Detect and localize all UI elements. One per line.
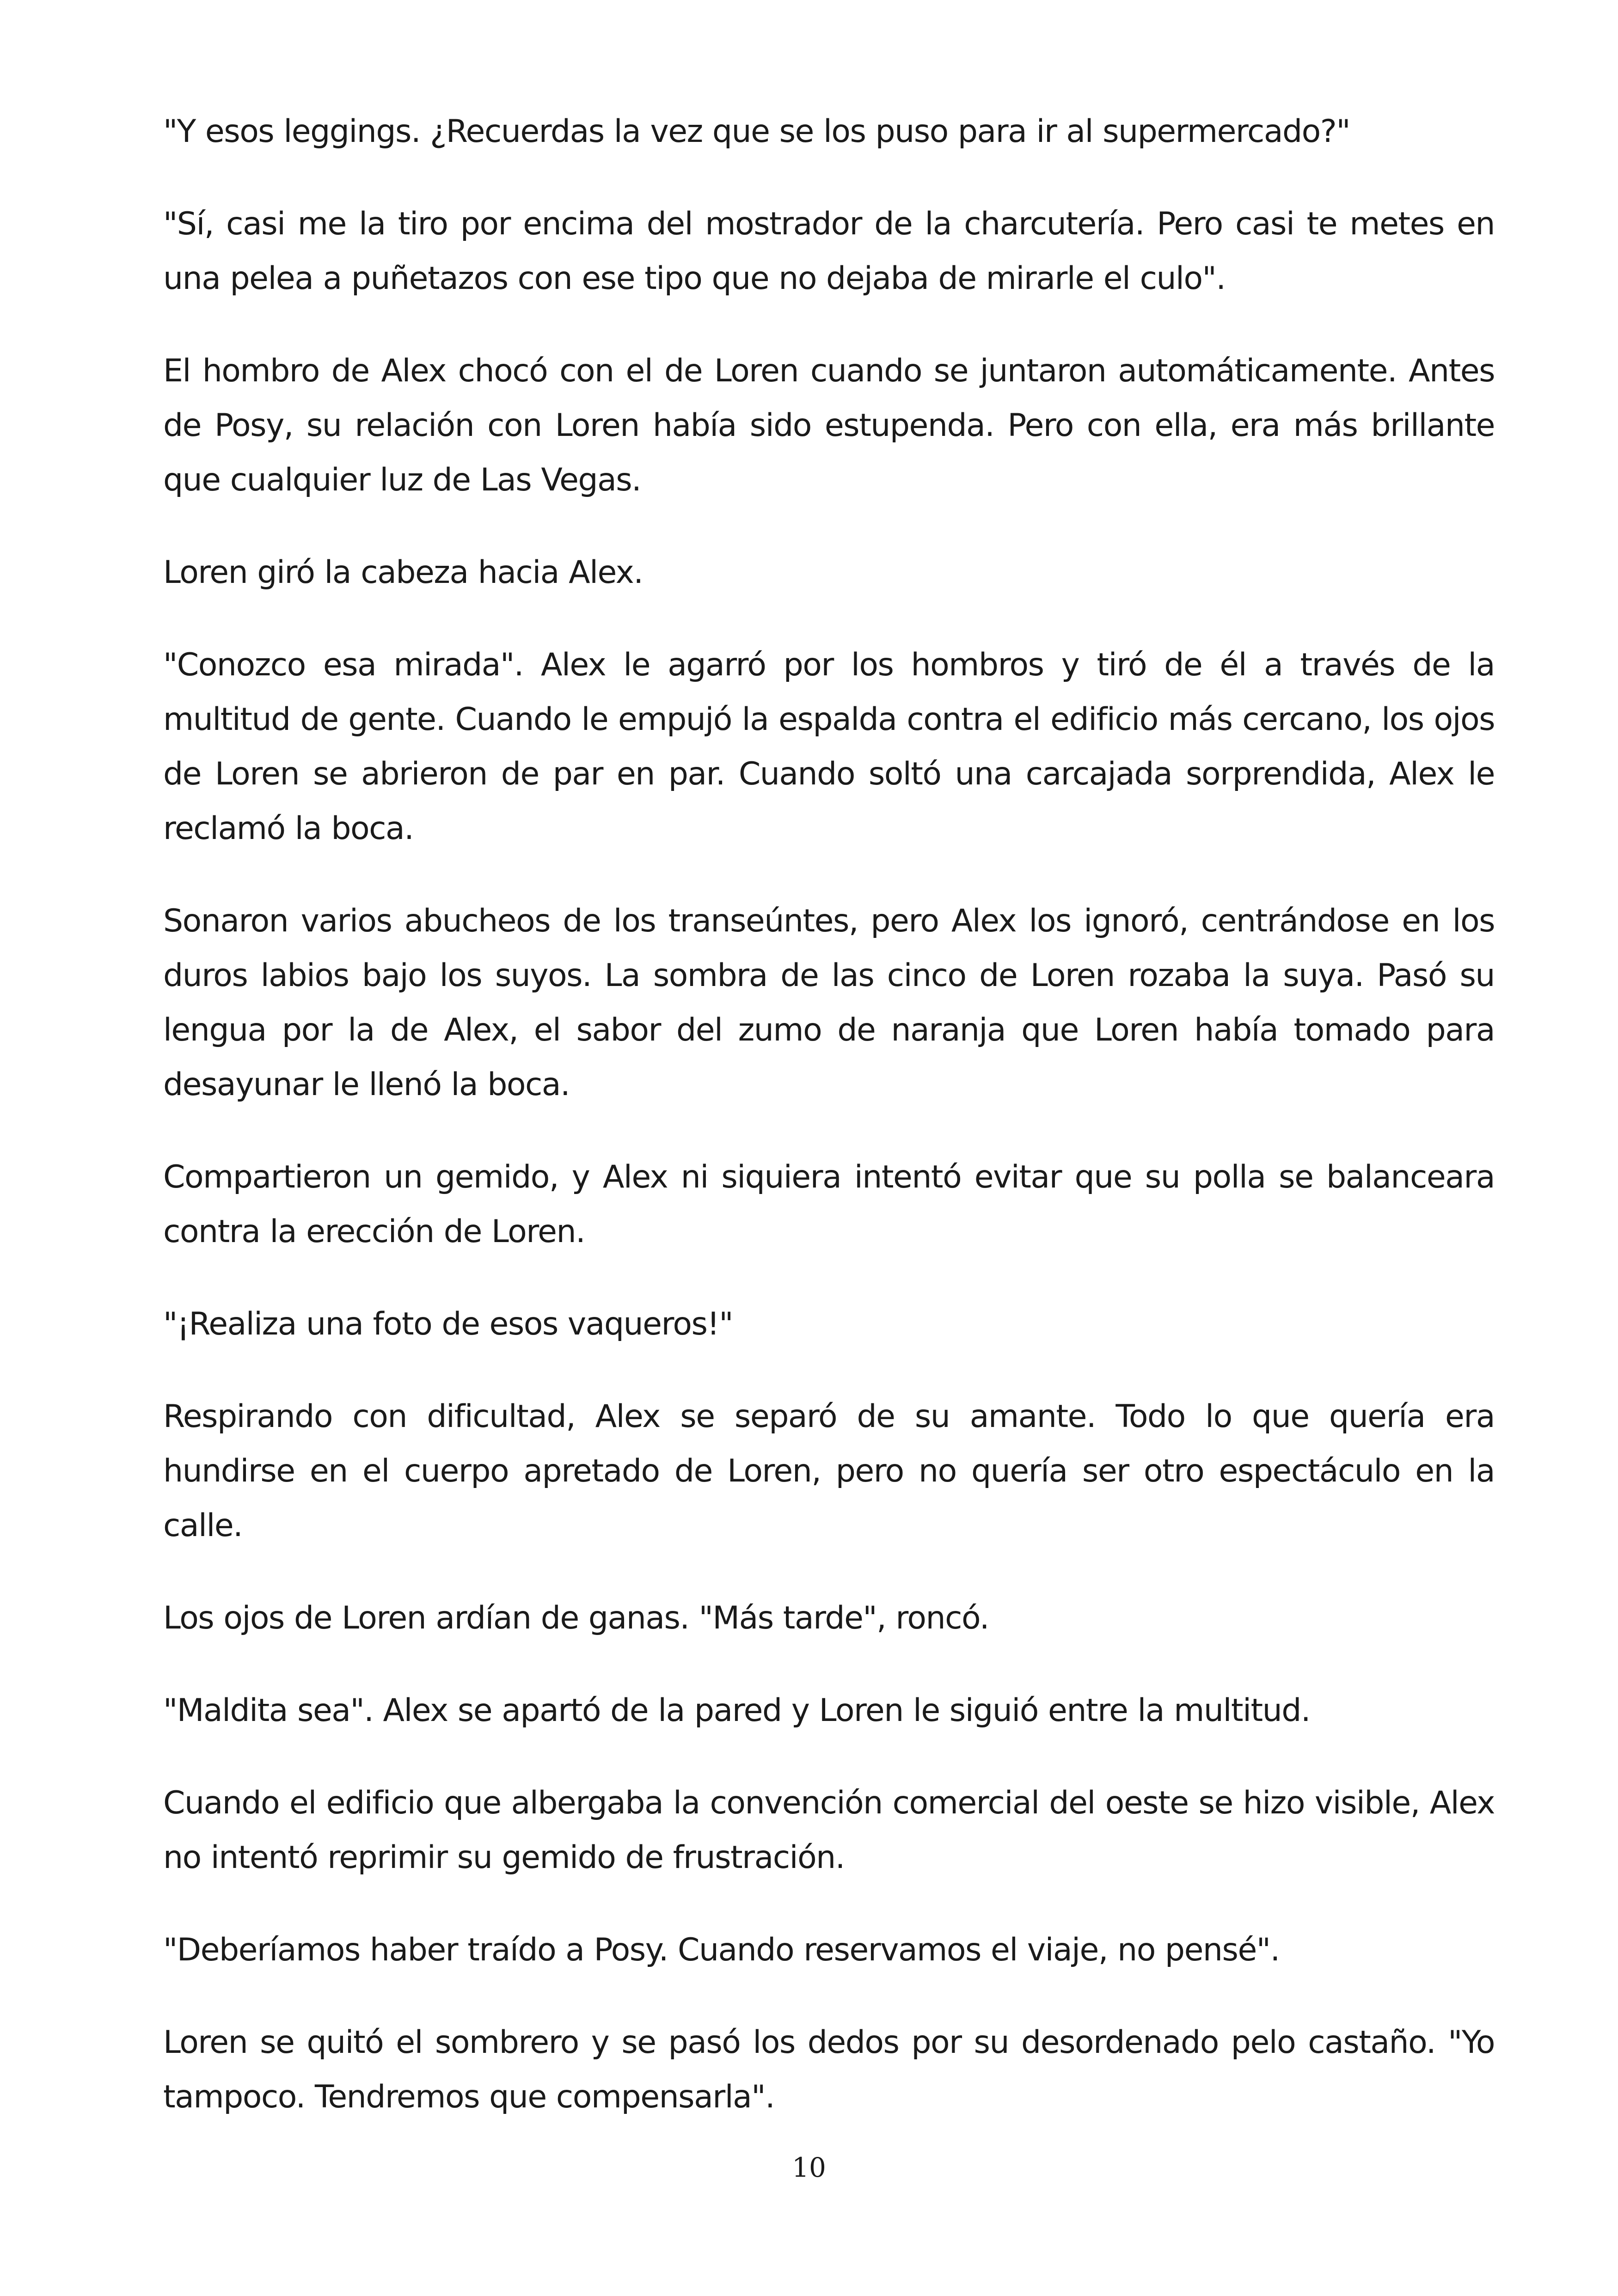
paragraph: Compartieron un gemido, y Alex ni siquiera intentó evitar que su polla se balanceara contra la erección de Loren. (163, 1159, 1495, 1250)
paragraph: "Deberíamos haber traído a Posy. Cuando reservamos el viaje, no pensé". (163, 1932, 1280, 1968)
paragraph: Los ojos de Loren ardían de ganas. "Más tarde", roncó. (163, 1600, 989, 1636)
paragraph: "Maldita sea". Alex se apartó de la pared y Loren le siguió entre la multitud. (163, 1692, 1310, 1729)
paragraph: Respirando con dificultad, Alex se separó de su amante. Todo lo que quería era hundirse en el cuerpo apretado de Loren, pero no quería ser otro espectáculo en la calle. (163, 1398, 1495, 1544)
paragraph: "Y esos leggings. ¿Recuerdas la vez que se los puso para ir al supermercado?" (163, 113, 1350, 150)
paragraph: "¡Realiza una foto de esos vaqueros!" (163, 1306, 733, 1342)
paragraph: Cuando el edificio que albergaba la convención comercial del oeste se hizo visible, Alex no intentó reprimir su gemido de frustración. (163, 1785, 1495, 1876)
paragraph: Loren giró la cabeza hacia Alex. (163, 554, 643, 591)
body-text (163, 104, 1495, 2162)
paragraph: El hombro de Alex chocó con el de Loren cuando se juntaron automáticamente. Antes de Posy, su relación con Loren había sido estupenda. Pero con ella, era más brillante que cualquier luz de Las Vegas. (163, 353, 1495, 498)
page-number: 10 (792, 2152, 826, 2183)
paragraph: "Sí, casi me la tiro por encima del mostrador de la charcutería. Pero casi te metes en una pelea a puñetazos con ese tipo que no dejaba de mirarle el culo". (163, 206, 1495, 297)
paragraph: Sonaron varios abucheos de los transeúntes, pero Alex los ignoró, centrándose en los duros labios bajo los suyos. La sombra de las cinco de Loren rozaba la suya. Pasó su lengua por la de Alex, el sabor del zumo de naranja que Loren había tomado para desayunar le llenó la boca. (163, 903, 1495, 1103)
paragraph: "Conozco esa mirada". Alex le agarró por los hombros y tiró de él a través de la multitud de gente. Cuando le empujó la espalda contra el edificio más cercano, los ojos de Loren se abrieron de par en par. Cuando soltó una carcajada sorprendida, Alex le reclamó la boca. (163, 647, 1495, 847)
paragraph: Loren se quitó el sombrero y se pasó los dedos por su desordenado pelo castaño. "Yo tampoco. Tendremos que compensarla". (163, 2024, 1495, 2115)
